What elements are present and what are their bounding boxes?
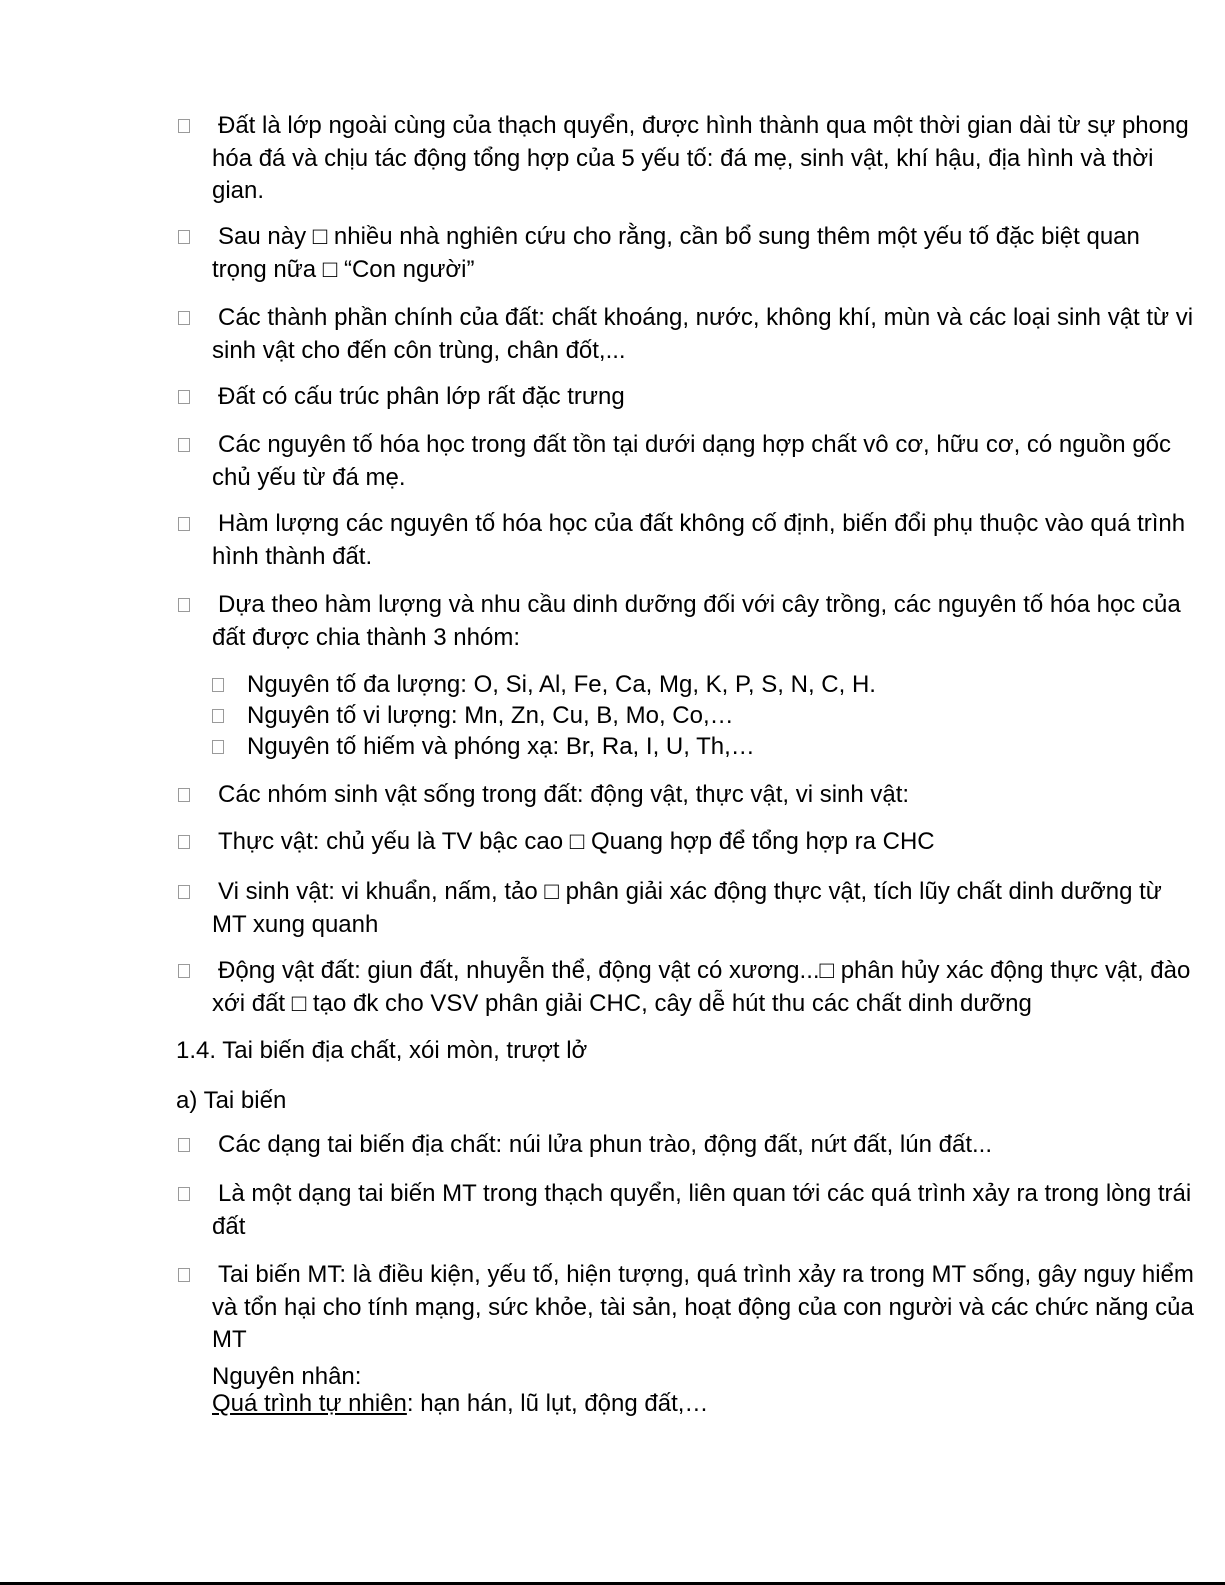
sub-bullet-micro-elements [212,700,1192,731]
checkbox-glyph-icon [178,311,190,325]
subsection-heading: a) Tai biến [176,1087,287,1114]
checkbox-glyph-icon [178,1187,190,1201]
bullet-text: Đất có cấu trúc phân lớp rất đặc trưng [218,383,625,410]
bullet-text: Hàm lượng các nguyên tố hóa học của đất không cố định, biến đổi phụ thuộc vào quá trình hình thành đất. [212,510,1186,570]
bullet-text: Vi sinh vật: vi khuẩn, nấm, tảo □ phân giải xác động thực vật, tích lũy chất dinh dưỡng từ MT xung quanh [212,878,1162,938]
bullet-text: Đất là lớp ngoài cùng của thạch quyển, được hình thành qua một thời gian dài từ sự phong hóa đá và chịu tác động tổng hợp của 5 yếu tố: đá mẹ, sinh vật, khí hậu, địa hình và thời gian. [212,112,1189,204]
checkbox-glyph-icon [178,438,190,452]
bullet-soil-organisms [178,779,1198,812]
bullet-text: Thực vật: chủ yếu là TV bậc cao □ Quang hợp để tổng hợp ra CHC [218,828,935,855]
bullet-text: Các nhóm sinh vật sống trong đất: động vật, thực vật, vi sinh vật: [218,781,910,808]
bullet-text: Tai biến MT: là điều kiện, yếu tố, hiện tượng, quá trình xảy ra trong MT sống, gây nguy hiểm và tổn hại cho tính mạng, sức khỏe, tài sản, hoạt động của con người và các chức năng của MT [212,1261,1194,1353]
section-heading: 1.4. Tai biến địa chất, xói mòn, trượt lở [176,1037,588,1064]
bullet-element-content [178,508,1198,573]
checkbox-glyph-icon [178,230,190,244]
checkbox-glyph-icon [178,390,190,404]
cause-label: Nguyên nhân: [212,1363,362,1390]
checkbox-glyph-icon [178,598,190,612]
checkbox-glyph-icon [178,885,190,899]
bullet-text: Động vật đất: giun đất, nhuyễn thể, động vật có xương...□ phân hủy xác động thực vật, đào xới đất □ tạo đk cho VSV phân giải CHC, cây dễ hút thu các chất dinh dưỡng [212,957,1191,1017]
sub-bullet-macro-elements [212,669,1192,700]
bullet-lithosphere-hazard [178,1178,1198,1243]
bullet-geological-hazards [178,1129,1198,1162]
sub-bullet-text: Nguyên tố đa lượng: O, Si, Al, Fe, Ca, Mg, K, P, S, N, C, H. [247,671,876,698]
bullet-element-groups [178,589,1198,654]
bullet-soil-animals [178,955,1198,1020]
checkbox-glyph-icon [178,119,190,133]
cause-natural-label: Quá trình tự nhiên [212,1390,407,1417]
bullet-soil-definition [178,110,1198,208]
bullet-environmental-hazard [178,1259,1198,1357]
bullet-soil-layers [178,381,1198,414]
bullet-plants [178,826,1198,859]
checkbox-glyph-icon [178,835,190,849]
bullet-human-factor [178,221,1198,286]
bullet-soil-components [178,302,1198,367]
sub-bullet-rare-elements [212,731,1192,762]
bullet-text: Là một dạng tai biến MT trong thạch quyển, liên quan tới các quá trình xảy ra trong lòng trái đất [212,1180,1192,1240]
checkbox-glyph-icon [212,740,224,754]
cause-natural-line [212,1390,708,1417]
checkbox-glyph-icon [178,1138,190,1152]
bullet-chemical-elements [178,429,1198,494]
checkbox-glyph-icon [178,964,190,978]
checkbox-glyph-icon [178,788,190,802]
bullet-microorganisms [178,876,1198,941]
checkbox-glyph-icon [178,1268,190,1282]
checkbox-glyph-icon [212,678,224,692]
bullet-text: Các nguyên tố hóa học trong đất tồn tại dưới dạng hợp chất vô cơ, hữu cơ, có nguồn gốc chủ yếu từ đá mẹ. [212,431,1172,491]
bullet-text: Các thành phần chính của đất: chất khoáng, nước, không khí, mùn và các loại sinh vật từ vi sinh vật cho đến côn trùng, chân đốt,... [212,304,1194,364]
checkbox-glyph-icon [212,709,224,723]
bullet-text: Sau này □ nhiều nhà nghiên cứu cho rằng, cần bổ sung thêm một yếu tố đặc biệt quan trọng nữa □ “Con người” [212,223,1140,283]
sub-bullet-text: Nguyên tố hiếm và phóng xạ: Br, Ra, I, U, Th,… [247,733,755,760]
sub-bullet-text: Nguyên tố vi lượng: Mn, Zn, Cu, B, Mo, Co,… [247,702,734,729]
bullet-text: Dựa theo hàm lượng và nhu cầu dinh dưỡng đối với cây trồng, các nguyên tố hóa học của đất được chia thành 3 nhóm: [212,591,1181,651]
bullet-text: Các dạng tai biến địa chất: núi lửa phun trào, động đất, nứt đất, lún đất... [218,1131,992,1158]
checkbox-glyph-icon [178,517,190,531]
cause-natural-rest: : hạn hán, lũ lụt, động đất,… [406,1390,709,1417]
